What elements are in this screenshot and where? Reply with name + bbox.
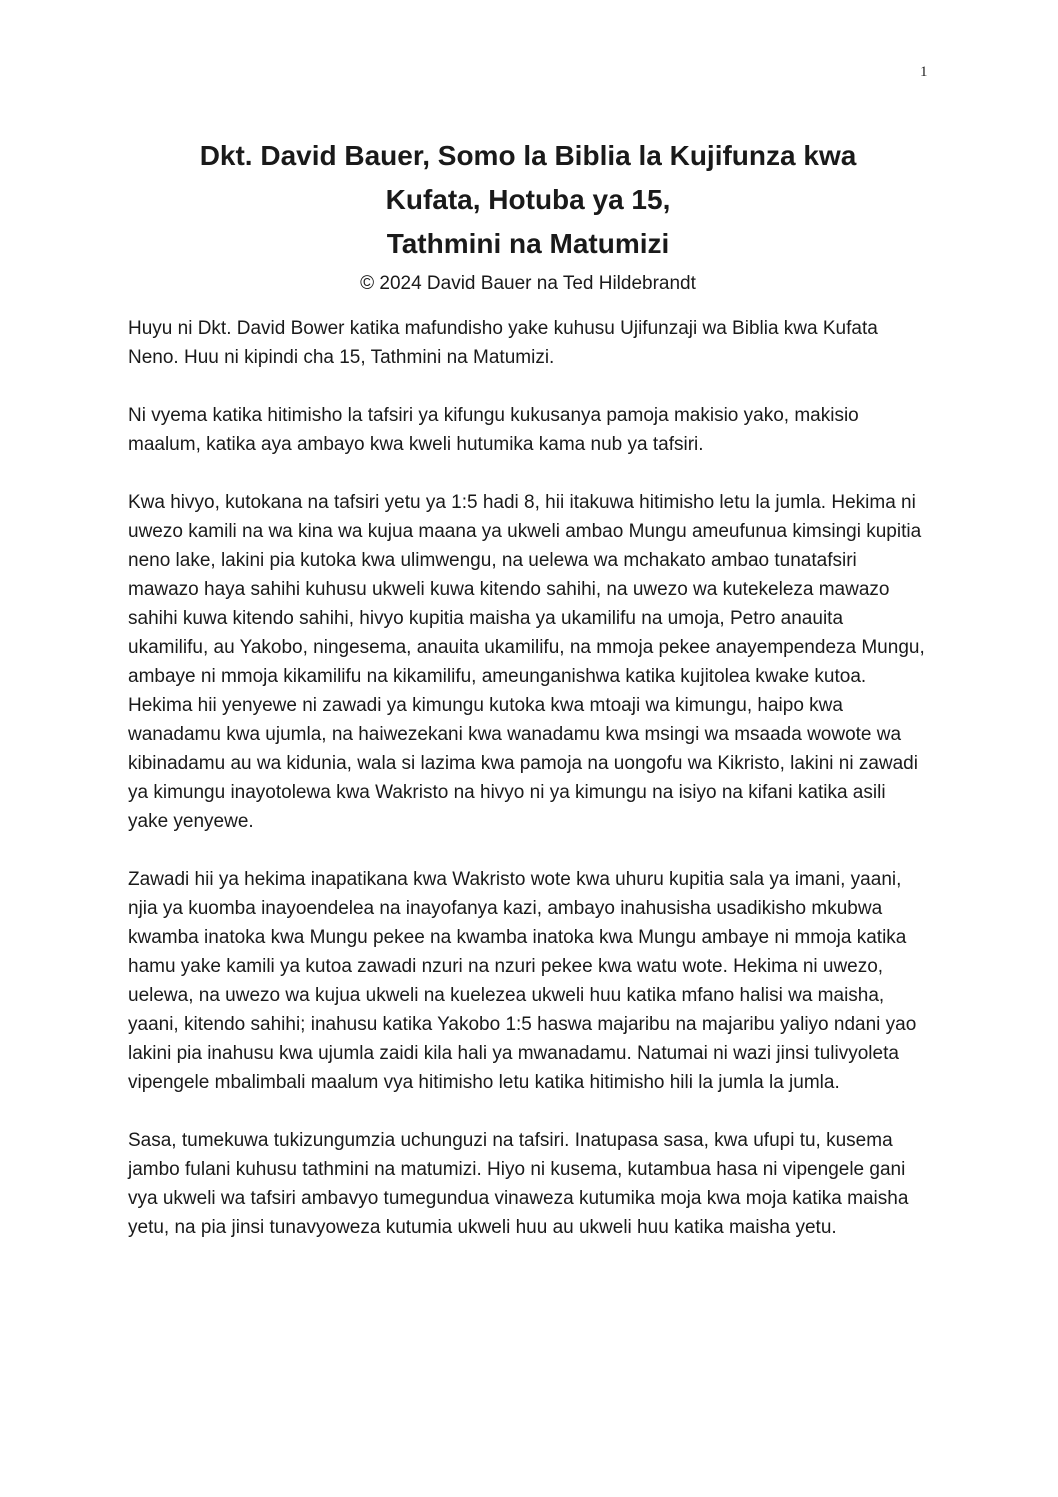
paragraph: Zawadi hii ya hekima inapatikana kwa Wakristo wote kwa uhuru kupitia sala ya imani, yaani, njia ya kuomba inayoendelea na inayofanya kazi, ambayo inahusisha usadikisho mkubwa kwamba inatoka kwa Mungu pekee na kwamba inatoka kwa Mungu ambaye ni mmoja katika hamu yake kamili ya kutoa zawadi nzuri na nzuri pekee kwa watu wote. Hekima ni uwezo, uelewa, na uwezo wa kujua ukweli na kuelezea ukweli huu katika mfano halisi wa maisha, yaani, kitendo sahihi; inahusu katika Yakobo 1:5 haswa majaribu na majaribu yaliyo ndani yao lakini pia inahusu kwa ujumla zaidi kila hali ya mwanadamu. Natumai ni wazi jinsi tulivyoleta vipengele mbalimbali maalum vya hitimisho letu katika hitimisho hili la jumla la jumla. [128,869,917,1093]
page-number: 1 [920,64,928,80]
document-body [128,314,928,1271]
document-title-line-1: Dkt. David Bauer, Somo la Biblia la Kujifunza kwa [199,140,857,171]
copyright-notice: © 2024 David Bauer na Ted Hildebrandt [360,273,696,294]
paragraph: Kwa hivyo, kutokana na tafsiri yetu ya 1:5 hadi 8, hii itakuwa hitimisho letu la jumla. Hekima ni uwezo kamili na wa kina wa kujua maana ya ukweli ambao Mungu ameufunua kimsingi kupitia neno lake, lakini pia kutoka kwa ulimwengu, na uelewa wa mchakato ambao tunatafsiri mawazo haya sahihi kuhusu ukweli kuwa kitendo sahihi, na uwezo wa kutekeleza mawazo sahihi kuwa kitendo sahihi, hivyo kupitia maisha ya ukamilifu na umoja, Petro anauita ukamilifu, au Yakobo, ningesema, anauita ukamilifu, na mmoja pekee anayempendeza Mungu, ambaye ni mmoja kikamilifu na kikamilifu, ameunganishwa katika kujitolea kwake kutoa. Hekima hii yenyewe ni zawadi ya kimungu kutoka kwa mtoaji wa kimungu, haipo kwa wanadamu kwa ujumla, na haiwezekani kwa wanadamu kwa msingi wa msaada wowote wa kibinadamu au wa kidunia, wala si lazima kwa pamoja na uongofu wa Kikristo, lakini ni zawadi ya kimungu inayotolewa kwa Wakristo na hivyo ni ya kimungu na isiyo na kifani katika asili yake yenyewe. [128,492,925,832]
paragraph: Ni vyema katika hitimisho la tafsiri ya kifungu kukusanya pamoja makisio yako, makisio maalum, katika aya ambayo kwa kweli hutumika kama nub ya tafsiri. [128,405,859,455]
document-title-line-2: Kufata, Hotuba ya 15, [385,184,671,215]
document-title-line-3: Tathmini na Matumizi [386,228,670,259]
paragraph: Sasa, tumekuwa tukizungumzia uchunguzi na tafsiri. Inatupasa sasa, kwa ufupi tu, kusema jambo fulani kuhusu tathmini na matumizi. Hiyo ni kusema, kutambua hasa ni vipengele gani vya ukweli wa tafsiri ambavyo tumegundua vinaweza kutumika moja kwa moja katika maisha yetu, na pia jinsi tunavyoweza kutumia ukweli huu au ukweli huu katika maisha yetu. [128,1130,909,1238]
document-header [128,134,928,298]
paragraph: Huyu ni Dkt. David Bower katika mafundisho yake kuhusu Ujifunzaji wa Biblia kwa Kufata Neno. Huu ni kipindi cha 15, Tathmini na Matumizi. [128,318,878,368]
